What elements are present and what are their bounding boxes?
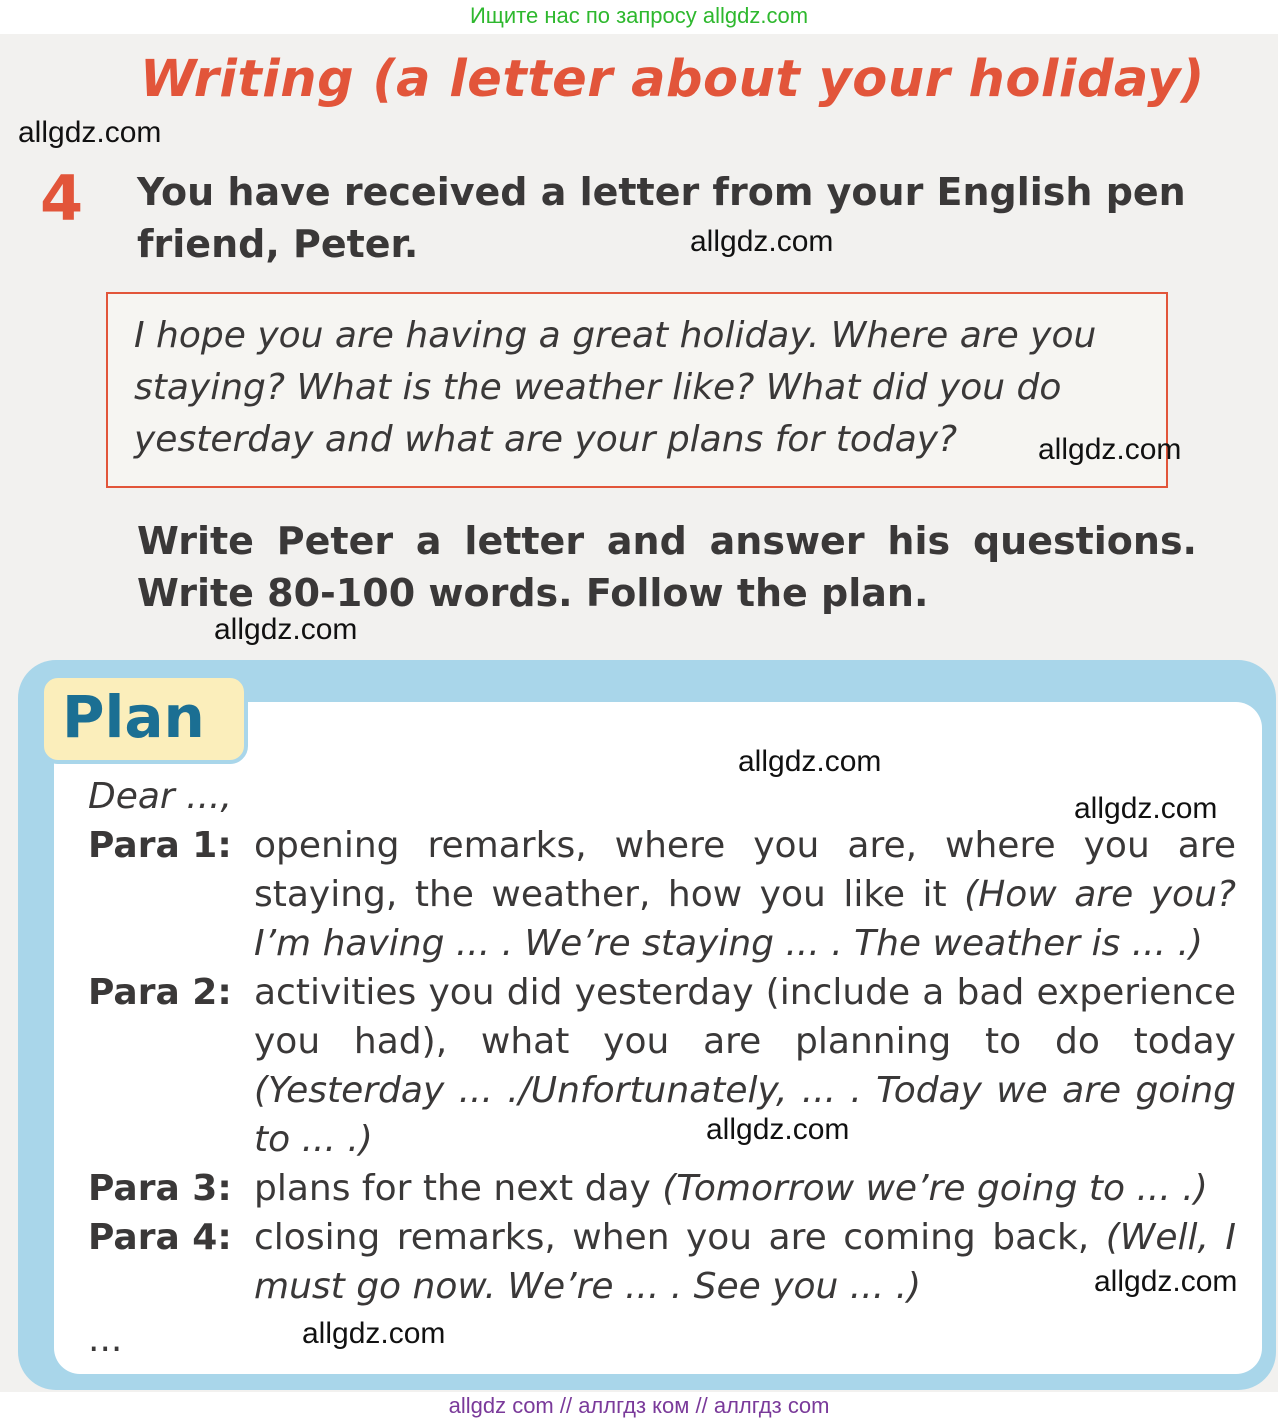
para-label: Para 4: <box>88 1217 232 1258</box>
plan-ellipsis: ... <box>88 1319 123 1360</box>
plan-content <box>88 772 1236 1364</box>
watermark: allgdz.com <box>1094 1265 1238 1298</box>
plan-greeting: Dear ..., <box>88 776 232 817</box>
plan-heading: Plan <box>62 683 205 751</box>
para-label: Para 1: <box>88 825 232 866</box>
plan-para-1 <box>88 821 1236 968</box>
para-body <box>254 821 1236 968</box>
letter-text: I hope you are having a great holiday. Where are you staying? What is the weather like? What did you do yesterday and what are your plans for today? <box>134 315 1097 460</box>
para-example: (Well, I must go now. We’re ... . See you ... .) <box>254 1217 1236 1307</box>
watermark: allgdz.com <box>214 613 358 646</box>
watermark: allgdz.com <box>1038 433 1182 466</box>
para-example: (How are you? I’m having ... . We’re staying ... . The weather is ... .) <box>254 874 1236 964</box>
plan-para-2 <box>88 968 1236 1164</box>
instructions-text: Write Peter a letter and answer his questions. Write 80-100 words. Follow the plan. <box>137 519 1197 615</box>
footer-banner: allgdz com // аллгдз ком // аллгдз com <box>0 1392 1278 1423</box>
letter-box <box>106 292 1168 488</box>
para-text: activities you did yesterday (include a bad experience you had), what you are planning to do today <box>254 972 1236 1062</box>
task-number: 4 <box>40 162 84 235</box>
task-text: You have received a letter from your English pen friend, Peter. <box>137 170 1186 266</box>
para-body <box>254 1164 1236 1213</box>
watermark: allgdz.com <box>706 1113 850 1146</box>
para-text: opening remarks, where you are, where you are staying, the weather, how you like it <box>254 825 1236 915</box>
watermark: allgdz.com <box>738 745 882 778</box>
para-example: (Tomorrow we’re going to ... .) <box>662 1168 1208 1209</box>
watermark: allgdz.com <box>1074 792 1218 825</box>
header-banner: Ищите нас по запросу allgdz.com <box>0 0 1278 34</box>
plan-para-3 <box>88 1164 1236 1213</box>
plan-para-4 <box>88 1213 1236 1311</box>
watermark: allgdz.com <box>302 1317 446 1350</box>
plan-badge <box>40 674 248 764</box>
para-body <box>254 1213 1236 1311</box>
watermark: allgdz.com <box>690 225 834 258</box>
para-label: Para 3: <box>88 1168 232 1209</box>
para-example: (Yesterday ... ./Unfortunately, ... . Today we are going to ... .) <box>254 1070 1236 1160</box>
para-text: plans for the next day <box>254 1168 651 1209</box>
page-title: Writing (a letter about your holiday) <box>140 50 1205 109</box>
para-text: closing remarks, when you are coming back, <box>254 1217 1090 1258</box>
para-label: Para 2: <box>88 972 232 1013</box>
watermark: allgdz.com <box>18 116 162 149</box>
